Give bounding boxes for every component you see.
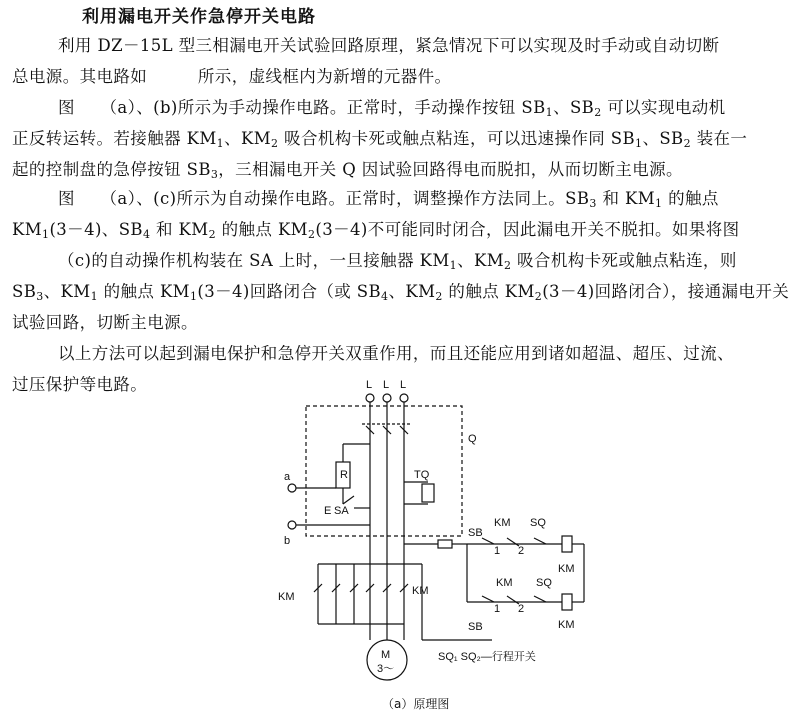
label-legend: SQ₁ SQ₂—行程开关: [438, 651, 536, 663]
label-sq2: SQ: [536, 577, 552, 589]
figure-caption: （a）原理图: [382, 697, 450, 711]
label-node-1a: 1: [494, 545, 501, 557]
fuse: [438, 540, 452, 548]
text-line: 过压保护等电路。: [12, 375, 148, 394]
paragraph-auto: [12, 183, 802, 338]
coil-km1: [562, 536, 572, 552]
trip-coil-tq: [422, 484, 434, 502]
text-line: 起的控制盘的急停按钮 $SB_3$，三相漏电开关 Q 因试验回路得电而脱扣，从而切断主电源。: [12, 160, 683, 181]
label-km1-mid: KM: [496, 577, 513, 589]
coil-km2: [562, 594, 572, 610]
text-line: $KM_1(3-4)$、$SB_4$ 和 $KM_2$ 的触点 $KM_2(3-4)$不可能同时闭合，因此漏电开关不脱扣。如果将图: [12, 220, 740, 241]
article-title: 利用漏电开关作急停开关电路: [82, 7, 316, 27]
text-line: 图 （a）、(b)所示为手动操作电路。正常时，手动操作按钮 $SB_1$、$SB_2$ 可以实现电动机: [58, 98, 726, 119]
text-line: 利用 DZ－15L 型三相漏电开关试验回路原理，紧急情况下可以实现及时手动或自动切断: [58, 36, 720, 55]
label-tq: TQ: [414, 469, 430, 481]
label-r: R: [340, 469, 348, 481]
label-km1-vert: KM: [412, 585, 429, 597]
label-node-1b: 1: [494, 603, 501, 615]
label-l1: L: [366, 379, 373, 391]
label-sb1: SB: [468, 527, 483, 539]
label-km2-top: KM: [494, 517, 511, 529]
terminal-l2: [383, 394, 391, 402]
terminal-l3: [400, 394, 408, 402]
label-sq1: SQ: [530, 517, 546, 529]
paragraph-manual: [12, 92, 802, 185]
text-line: 正反转运转。若接触器 $KM_1$、$KM_2$ 吸合机构卡死或触点粘连，可以迅速操作同 $SB_1$、$SB_2$ 装在一: [12, 129, 748, 150]
label-sa: SA: [334, 505, 349, 517]
text-line: 以上方法可以起到漏电保护和急停开关双重作用，而且还能应用到诸如超温、超压、过流、: [58, 344, 734, 363]
label-km2-left: KM: [278, 591, 295, 603]
label-q: Q: [468, 433, 477, 445]
label-motor-phase: 3～: [377, 663, 395, 675]
label-l3: L: [400, 379, 407, 391]
paragraph-intro: [12, 30, 802, 92]
text-line: （c)的自动操作机构装在 SA 上时，一旦接触器 $KM_1$、$KM_2$ 吸合机构卡死或触点粘连，则: [58, 251, 737, 272]
label-node-2a: 2: [518, 545, 525, 557]
label-km1-right: KM: [558, 563, 575, 575]
label-motor: M: [381, 649, 391, 661]
text-line: $SB_3$、$KM_1$ 的触点 $KM_1(3-4)$回路闭合（或 $SB_4$、$KM_2$ 的触点 $KM_2(3-4)$回路闭合），接通漏电开关: [12, 282, 790, 303]
circuit-diagram: [262, 378, 602, 717]
label-node-2b: 2: [518, 603, 525, 615]
label-e: E: [324, 505, 332, 517]
label-a: a: [284, 471, 291, 483]
text-line: 图 （a）、(c)所示为自动操作电路。正常时，调整操作方法同上。$SB_3$ 和 $KM_1$ 的触点: [58, 189, 719, 210]
label-b: b: [284, 535, 291, 547]
terminal-a: [288, 484, 296, 492]
terminal-b: [288, 521, 296, 529]
label-km2-right: KM: [558, 619, 575, 631]
label-l2: L: [383, 379, 390, 391]
terminal-l1: [366, 394, 374, 402]
text-line: 总电源。其电路如 所示，虚线框内为新增的元器件。: [12, 67, 452, 86]
label-sb2: SB: [468, 621, 483, 633]
text-line: 试验回路，切断主电源。: [12, 313, 198, 332]
